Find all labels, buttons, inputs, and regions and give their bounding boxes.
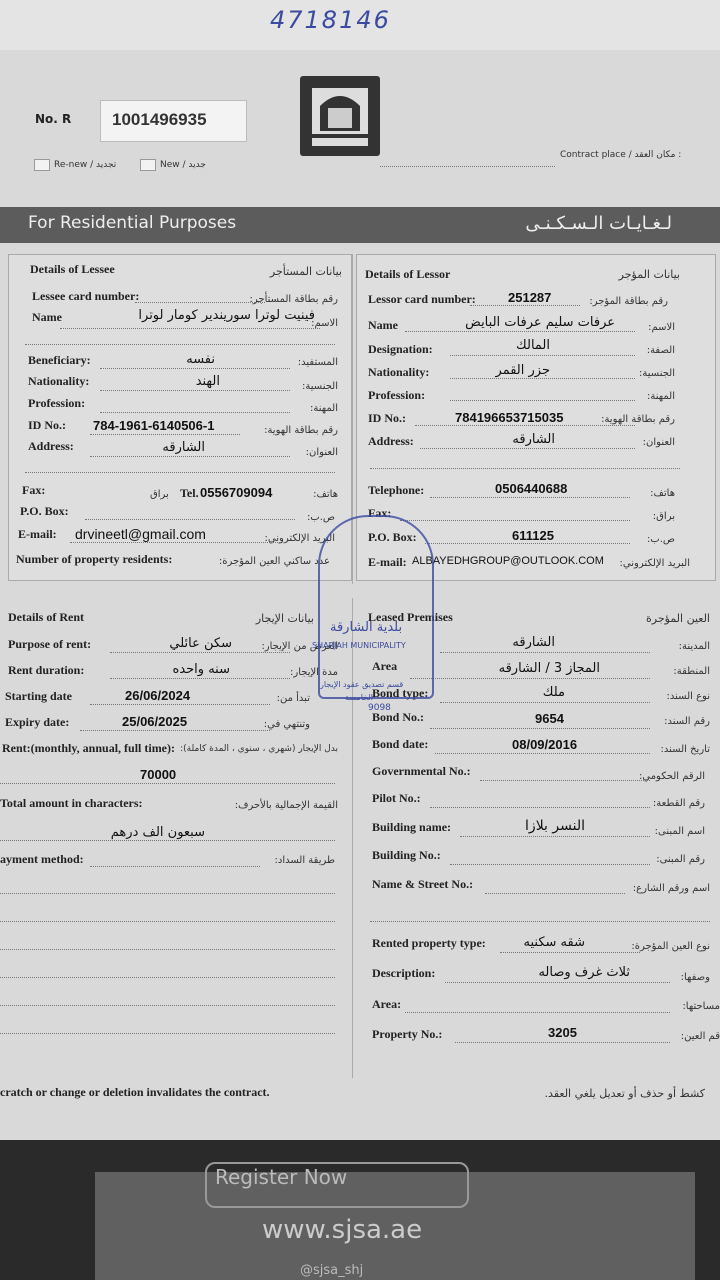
rent-start-value: 26/06/2024 [125,688,191,703]
lessor-title-en: Details of Lessor [365,267,451,281]
lessor-tel-line [430,497,630,498]
lessee-profession-label: Profession: [28,396,86,410]
lessor-card-ar: رقم بطاقة المؤجر: [589,296,668,307]
premises-gov-line [480,780,650,781]
new-label: New / جديد [160,160,206,170]
lessee-pobox-ar: ص.ب: [306,512,335,523]
lessor-profession-ar: المهنة: [647,391,675,402]
lessee-profession-ar: المهنة: [310,403,338,414]
lessor-card-line [470,305,580,306]
lessor-profession-line [450,400,635,401]
lessee-address-line [90,456,290,457]
rent-duration-label: Rent duration: [8,663,85,677]
band-title-en: For Residential Purposes [28,213,237,233]
rent-expiry-value: 25/06/2025 [122,714,188,729]
social-handle: @sjsa_shj [300,1263,364,1278]
premises-street-line [485,893,625,894]
website-text: www.sjsa.ae [262,1215,423,1245]
rent-amount-value: 70000 [140,767,177,782]
notice-ar: كشط أو حذف أو تعديل يلغي العقد. [544,1087,705,1100]
premises-bondno-ar: رقم السند: [664,716,710,727]
register-text: Register Now [215,1165,348,1189]
premises-bondtype-label: Bond type: [372,686,429,700]
lessee-id-label: ID No.: [28,418,66,432]
rent-expiry-line [80,730,270,731]
lessor-pobox-ar: ص.ب: [646,534,675,545]
premises-desc-ar: وصفها: [680,972,710,983]
lessee-nationality-value: الهند [195,374,220,389]
rent-total-line [0,840,335,841]
premises-desc-value: ثلاث غرف وصاله [538,965,630,980]
premises-bonddate-ar: تاريخ السند: [660,744,710,755]
lessor-designation-line [450,355,635,356]
lessor-fax-label: Fax: [368,506,392,520]
premises-desc-line [445,982,670,983]
premises-bondtype-line [440,702,650,703]
premises-bonddate-value: 08/09/2016 [512,737,578,752]
lessor-tel-value: 0506440688 [495,481,568,496]
lessee-card-line [135,302,265,303]
lessor-id-line [415,425,635,426]
rent-blank-line-2 [0,921,335,922]
rent-purpose-ar: الغرض من الإيجار: [261,641,338,652]
rent-expiry-ar: وتنتهي في: [263,719,310,730]
premises-ptype-value: شقه سكنيه [523,935,585,950]
premises-bname-line [460,836,650,837]
lessor-email-ar: البريد الإلكتروني: [619,558,690,569]
new-checkbox[interactable] [140,159,156,171]
lessor-card-value: 251287 [508,290,552,305]
renew-label: Re-new / تجديد [54,160,117,170]
premises-bondtype-ar: نوع السند: [666,691,710,702]
rent-start-line [90,704,270,705]
rent-blank-line-6 [0,1033,335,1034]
lessor-designation-label: Designation: [368,342,433,356]
rent-start-ar: تبدأ من: [276,693,310,704]
lessee-card-label: Lessee card number: [32,289,140,303]
lessee-nationality-label: Nationality: [28,374,90,388]
lessor-name-value: عرفات سليم عرفات البايض [465,315,615,330]
lessee-beneficiary-value: نفسه [186,352,215,367]
lessor-tel-label: Telephone: [368,483,425,497]
lessor-name-label: Name [368,318,398,332]
lessor-name-ar: الاسم: [648,322,675,333]
stamp-branch: الخامسة [345,693,373,702]
lessor-pobox-value: 611125 [512,528,554,543]
premises-ptype-label: Rented property type: [372,936,486,950]
lessor-nationality-value: جزر القمر [495,363,550,378]
premises-ptype-ar: نوع العين المؤجرة: [631,941,710,952]
lessor-address-line [420,448,635,449]
rent-start-label: Starting date [5,689,72,703]
rent-title-ar: بيانات الإيجار [255,612,314,625]
lessee-pobox-label: P.O. Box: [20,504,69,518]
lessee-nationality-ar: الجنسية: [302,381,338,392]
premises-bno-label: Building No.: [372,848,441,862]
lessor-nationality-line [450,378,635,379]
lessee-title-ar: بيانات المستأجر [269,265,342,278]
premises-city-ar: المدينة: [678,641,710,652]
lessee-name-label: Name [32,310,62,324]
premises-bondtype-value: ملك [542,685,565,700]
premises-gov-ar: الرقم الحكومي: [639,771,705,782]
rent-total-label: Total amount in characters: [0,796,143,810]
lessor-profession-label: Profession: [368,388,426,402]
lessee-beneficiary-label: Beneficiary: [28,353,91,367]
premises-parea-label: Area: [372,997,402,1011]
premises-ptype-line [500,952,640,953]
premises-street-ar: اسم ورقم الشارع: [632,883,710,894]
premises-area-ar: المنطقة: [673,666,710,677]
lessor-address-ar: العنوان: [642,437,675,448]
premises-parea-line [405,1012,670,1013]
premises-area-value: المجاز 3 / الشارقه [498,661,600,676]
renew-checkbox[interactable] [34,159,50,171]
lessee-tel-label: Tel. [180,486,199,500]
premises-gov-label: Governmental No.: [372,764,471,778]
lessor-designation-ar: الصفة: [646,345,675,356]
premises-pno-value: 3205 [548,1025,577,1040]
premises-pilot-label: Pilot No.: [372,791,421,805]
lessee-address-value: الشارقه [162,440,205,455]
rent-blank-line-1 [0,893,335,894]
contract-place-line [380,166,555,167]
premises-bno-line [450,864,650,865]
lessor-nationality-ar: الجنسية: [639,368,675,379]
lessor-fax-ar: براق: [652,511,675,522]
rent-purpose-label: Purpose of rent: [8,637,92,651]
rent-payment-label: ayment method: [0,852,84,866]
lessee-address-line-2 [25,472,335,473]
lessee-name-line-2 [25,344,335,345]
rent-duration-line [110,678,290,679]
rent-expiry-label: Expiry date: [5,715,70,729]
lessee-tel-ar: هاتف: [313,489,338,500]
rent-duration-ar: مدة الإيجار: [290,667,338,678]
rent-payment-ar: طريقة السداد: [274,855,335,866]
premises-pilot-ar: رقم القطعة: [652,798,705,809]
contract-no-value: 1001496935 [112,110,207,129]
lessee-id-line [90,434,240,435]
premises-bondno-line [430,728,650,729]
premises-title-en: Leased Premises [368,610,453,624]
lessee-email-label: E-mail: [18,527,57,541]
lessee-name-line [60,328,320,329]
premises-street-line-2 [370,921,710,922]
lessee-name-ar: الاسم: [311,318,338,329]
rent-blank-line-4 [0,977,335,978]
premises-desc-label: Description: [372,966,436,980]
rent-purpose-line [110,652,290,653]
lessor-nationality-label: Nationality: [368,365,430,379]
notice-en: cratch or change or deletion invalidates the contract. [0,1085,270,1099]
stamp-org-ar: بلدية الشارقة [330,620,403,635]
lessor-email-label: E-mail: [368,555,407,569]
lessor-tel-ar: هاتف: [650,488,675,499]
premises-bname-value: النسر بلازا [525,818,585,834]
lessor-address-line-2 [370,468,680,469]
lessee-beneficiary-line [100,368,290,369]
premises-bonddate-line [435,753,650,754]
rent-blank-line-3 [0,949,335,950]
rent-amount-line [0,783,335,784]
premises-bname-label: Building name: [372,820,452,834]
stamp-dept: قسم تصديق عقود الإيجار [320,680,404,689]
lessee-residents-ar: عدد ساكني العين المؤجرة: [218,556,330,567]
lessee-fax-ar: براق [150,489,169,500]
sharjah-municipality-logo [300,76,380,156]
premises-area-label: Area [372,659,398,673]
stamp-code: 9098 [368,703,391,713]
lessor-fax-line [400,520,630,521]
premises-area-line [410,678,650,679]
lessor-address-label: Address: [368,434,414,448]
lessor-card-label: Lessor card number: [368,292,476,306]
lessor-address-value: الشارقه [512,432,555,447]
lessor-id-ar: رقم بطاقة الهوية: [601,414,675,425]
contract-place-label: Contract place / مكان العقد : [560,150,682,160]
lessee-address-ar: العنوان: [305,447,338,458]
band-title-ar: لـغـايـات الـسـكـنـى [525,213,672,234]
lessor-id-value: 784196653715035 [455,410,564,425]
lessee-beneficiary-ar: المستفيد: [297,357,338,368]
rent-blank-line-5 [0,1005,335,1006]
lessor-pobox-line [425,543,630,544]
lessee-tel-value: 0556709094 [200,485,273,500]
rent-total-ar: القيمة الإجمالية بالأحرف: [234,800,338,811]
premises-city-line [440,652,650,653]
rent-purpose-value: سكن عائلي [169,636,232,651]
lessee-email-line [70,542,280,543]
lessee-card-ar: رقم بطاقة المستأجر: [249,294,338,305]
lessee-address-label: Address: [28,439,74,453]
lessee-email-ar: البريد الإلكتروني: [264,533,335,544]
rent-amount-label: Rent:(monthly, annual, full time): [2,741,176,755]
lessee-fax-label: Fax: [22,483,46,497]
lessor-name-line [405,331,635,332]
premises-pilot-line [430,807,650,808]
lessee-email-value: drvineetl@gmail.com [75,526,206,542]
lessee-id-value: 784-1961-6140506-1 [93,418,215,433]
rent-total-value: سبعون الف درهم [110,825,205,840]
rent-title-en: Details of Rent [8,610,84,624]
lessor-designation-value: المالك [516,338,550,353]
premises-pno-ar: قم العين: [680,1031,720,1042]
lessee-title-en: Details of Lessee [30,262,115,276]
lessee-nationality-line [100,390,290,391]
lessee-id-ar: رقم بطاقة الهوية: [264,425,338,436]
lessor-pobox-label: P.O. Box: [368,530,417,544]
lessee-profession-line [100,412,290,413]
lessee-pobox-line [85,519,295,520]
premises-city-value: الشارقه [512,635,555,650]
lessor-title-ar: بيانات المؤجر [618,268,680,281]
premises-pno-line [455,1042,670,1043]
premises-title-ar: العين المؤجرة [646,612,710,625]
premises-pno-label: Property No.: [372,1027,443,1041]
premises-bondno-value: 9654 [535,711,564,726]
handwritten-number: 4718146 [270,6,391,34]
premises-bonddate-label: Bond date: [372,737,429,751]
premises-bname-ar: اسم المبنى: [654,826,705,837]
lessor-id-label: ID No.: [368,411,406,425]
contract-no-label: No. R [35,112,72,126]
municipality-stamp [318,515,434,699]
premises-bondno-label: Bond No.: [372,710,425,724]
rent-payment-line [90,866,260,867]
premises-street-label: Name & Street No.: [372,877,474,891]
lessor-email-value: ALBAYEDHGROUP@OUTLOOK.COM [412,555,604,567]
premises-parea-ar: مساحتها: [682,1001,720,1012]
stamp-org-en: SHARJAH MUNICIPALITY [312,641,406,650]
rent-duration-value: سنه واحده [172,662,230,677]
lessee-name-value: فينيت لوترا سوريندير كومار لوترا [138,308,315,323]
lessee-residents-label: Number of property residents: [16,552,173,566]
premises-bno-ar: رقم المبنى: [656,854,705,865]
rent-amount-ar: بدل الإيجار (شهري ، سنوي ، المدة كاملة): [180,744,338,754]
